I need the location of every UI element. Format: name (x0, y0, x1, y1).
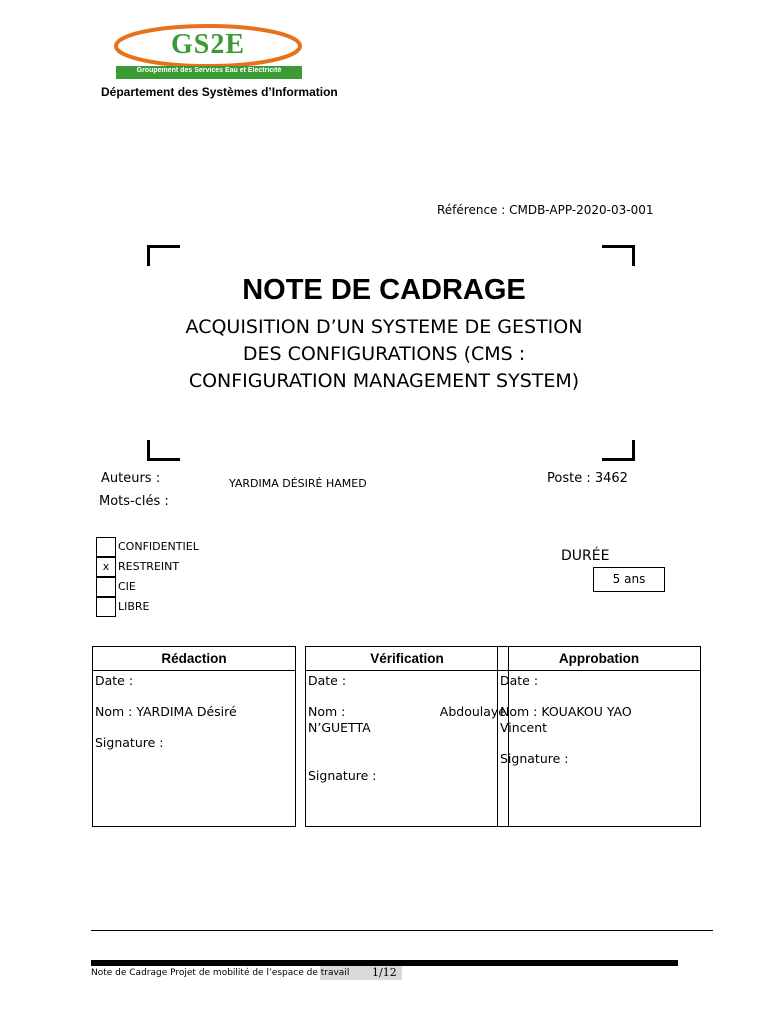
checkbox-label: LIBRE (118, 600, 150, 613)
duration-label: DURÉE (561, 548, 610, 564)
subtitle-line: ACQUISITION D’UN SYSTEME DE GESTION (185, 316, 583, 338)
column-header: Vérification (306, 647, 508, 671)
checkbox[interactable]: x (96, 557, 116, 577)
subtitle-line: CONFIGURATION MANAGEMENT SYSTEM) (188, 370, 580, 392)
footer-rule (91, 930, 713, 931)
gs2e-logo (112, 24, 304, 82)
author-value: YARDIMA DÉSIRÉ HAMED (229, 477, 367, 490)
page-number: 1/12 (372, 966, 397, 979)
checkbox[interactable] (96, 597, 116, 617)
signature-field: Signature : (308, 768, 377, 783)
column-header: Approbation (498, 647, 700, 671)
name-field: Nom : YARDIMA Désiré (95, 704, 237, 719)
checkbox-label: RESTREINT (118, 560, 180, 573)
date-field: Date : (500, 673, 539, 688)
reference-number: Référence : CMDB-APP-2020-03-001 (437, 203, 654, 217)
keywords-label: Mots-clés : (99, 494, 169, 509)
checkbox[interactable] (96, 577, 116, 597)
name-field-last: N’GUETTA (308, 720, 371, 735)
checkbox[interactable] (96, 537, 116, 557)
logo-text: GS2E (170, 29, 246, 60)
footer-text: Note de Cadrage Projet de mobilité de l’espace de travail (91, 968, 350, 978)
checkbox-label: CIE (118, 580, 136, 593)
frame-corner-top-right (602, 245, 635, 266)
signature-field: Signature : (95, 735, 164, 750)
name-field-continued: Vincent (500, 720, 548, 735)
poste-number: Poste : 3462 (547, 471, 628, 486)
name-field: Nom : KOUAKOU YAO (500, 704, 632, 719)
name-field-first: Abdoulaye (439, 704, 506, 719)
document-subtitle (140, 314, 628, 395)
logo-tagline: Groupement des Services Eau et Electricité (136, 67, 282, 74)
authors-label: Auteurs : (101, 471, 161, 486)
duration-value: 5 ans (593, 567, 665, 592)
subtitle-line: DES CONFIGURATIONS (CMS : (242, 343, 526, 365)
column-header: Rédaction (93, 647, 295, 671)
department-name: Département des Systèmes d’Information (101, 85, 338, 99)
approval-approbation (497, 646, 701, 827)
date-field: Date : (95, 673, 134, 688)
date-field: Date : (308, 673, 347, 688)
approval-redaction (92, 646, 296, 827)
frame-corner-top-left (147, 245, 180, 266)
frame-corner-bottom-right (602, 440, 635, 461)
document-title: NOTE DE CADRAGE (242, 274, 526, 306)
signature-field: Signature : (500, 751, 569, 766)
name-field: Nom : (308, 704, 346, 719)
checkbox-label: CONFIDENTIEL (118, 540, 199, 553)
frame-corner-bottom-left (147, 440, 180, 461)
approval-verification (305, 646, 509, 827)
